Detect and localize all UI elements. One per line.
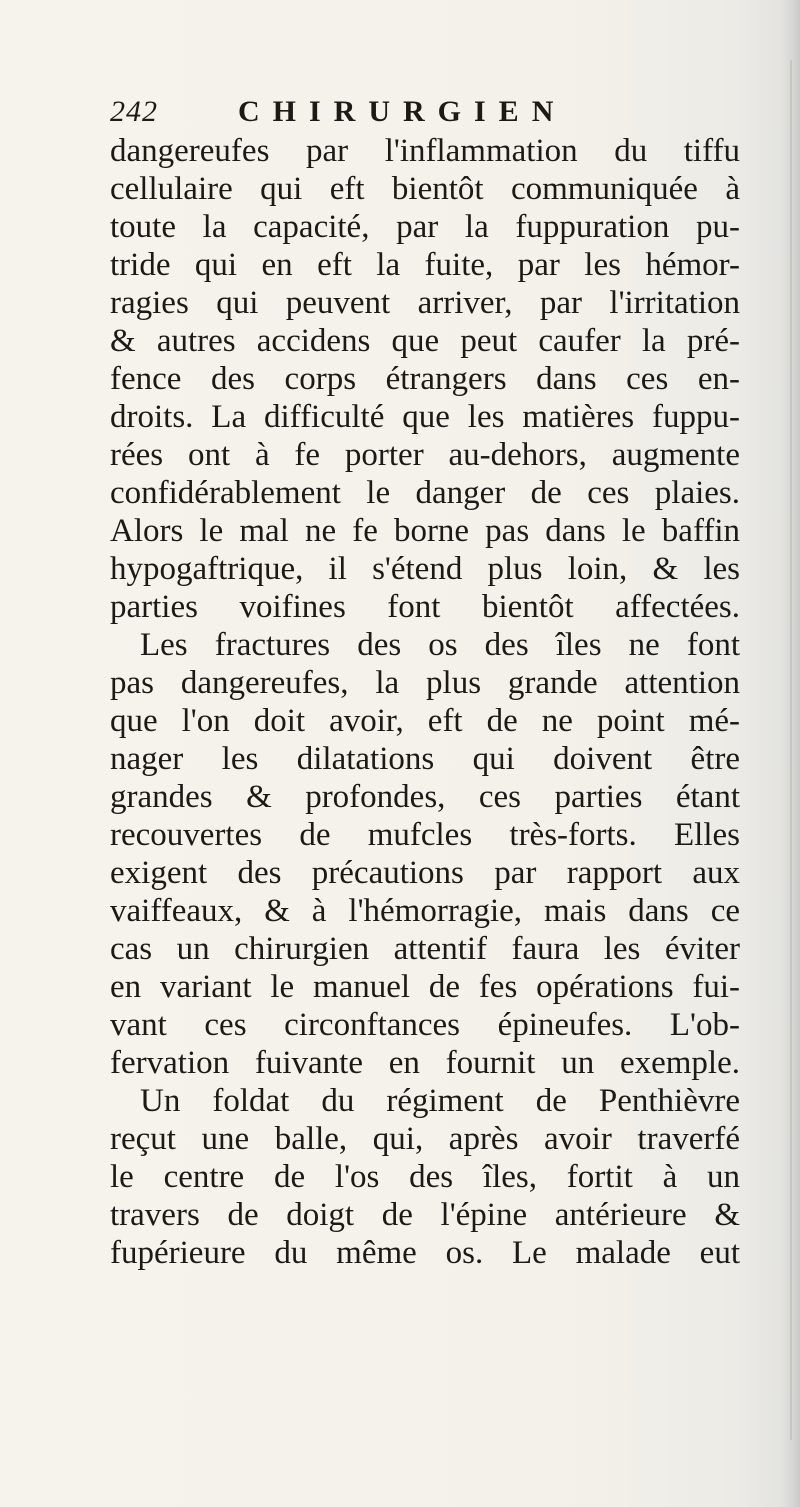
text-line: cellulaire qui eft bientôt communiquée à <box>110 171 740 207</box>
running-head <box>110 92 730 132</box>
text-line: reçut une balle, qui, après avoir traverfé <box>110 1121 740 1157</box>
text-line: grandes & profondes, ces parties étant <box>110 779 740 815</box>
text-line: le centre de l'os des îles, fortit à un <box>110 1159 740 1195</box>
text-line: vaiffeaux, & à l'hémorragie, mais dans ce <box>110 893 740 929</box>
text-line: dangereufes par l'inflammation du tiffu <box>110 133 740 169</box>
page-edge <box>782 0 800 1507</box>
text-line: rées ont à fe porter au-dehors, augmente <box>110 437 740 473</box>
text-line: & autres accidens que peut caufer la pré- <box>110 323 740 359</box>
text-line: tride qui en eft la fuite, par les hémor- <box>110 247 740 283</box>
text-line: Alors le mal ne fe borne pas dans le baffin <box>110 513 740 549</box>
page-number: 242 <box>110 95 158 128</box>
text-line: recouvertes de mufcles très-forts. Elles <box>110 817 740 853</box>
text-line: exigent des précautions par rapport aux <box>110 855 740 891</box>
text-line: pas dangereufes, la plus grande attention <box>110 665 740 701</box>
running-title: CHIRURGIEN <box>238 95 567 128</box>
text-line: parties voifines font bientôt affectées. <box>110 589 740 625</box>
text-line: Un foldat du régiment de Penthièvre <box>140 1083 740 1119</box>
text-line: fupérieure du même os. Le malade eut <box>110 1235 740 1271</box>
text-line: que l'on doit avoir, eft de ne point mé- <box>110 703 740 739</box>
text-line: droits. La difficulté que les matières fuppu- <box>110 399 740 435</box>
text-line: nager les dilatations qui doivent être <box>110 741 740 777</box>
text-line: fence des corps étrangers dans ces en- <box>110 361 740 397</box>
text-line: travers de doigt de l'épine antérieure & <box>110 1197 740 1233</box>
text-line: cas un chirurgien attentif faura les éviter <box>110 931 740 967</box>
text-line: Les fractures des os des îles ne font <box>140 627 740 663</box>
body-text <box>110 132 740 1272</box>
text-line: confidérablement le danger de ces plaies. <box>110 475 740 511</box>
text-line: ragies qui peuvent arriver, par l'irritation <box>110 285 740 321</box>
text-line: toute la capacité, par la fuppuration pu- <box>110 209 740 245</box>
text-line: fervation fuivante en fournit un exemple. <box>110 1045 740 1081</box>
text-line: hypogaftrique, il s'étend plus loin, & les <box>110 551 740 587</box>
text-line: vant ces circonftances épineufes. L'ob- <box>110 1007 740 1043</box>
text-line: en variant le manuel de fes opérations fui- <box>110 969 740 1005</box>
